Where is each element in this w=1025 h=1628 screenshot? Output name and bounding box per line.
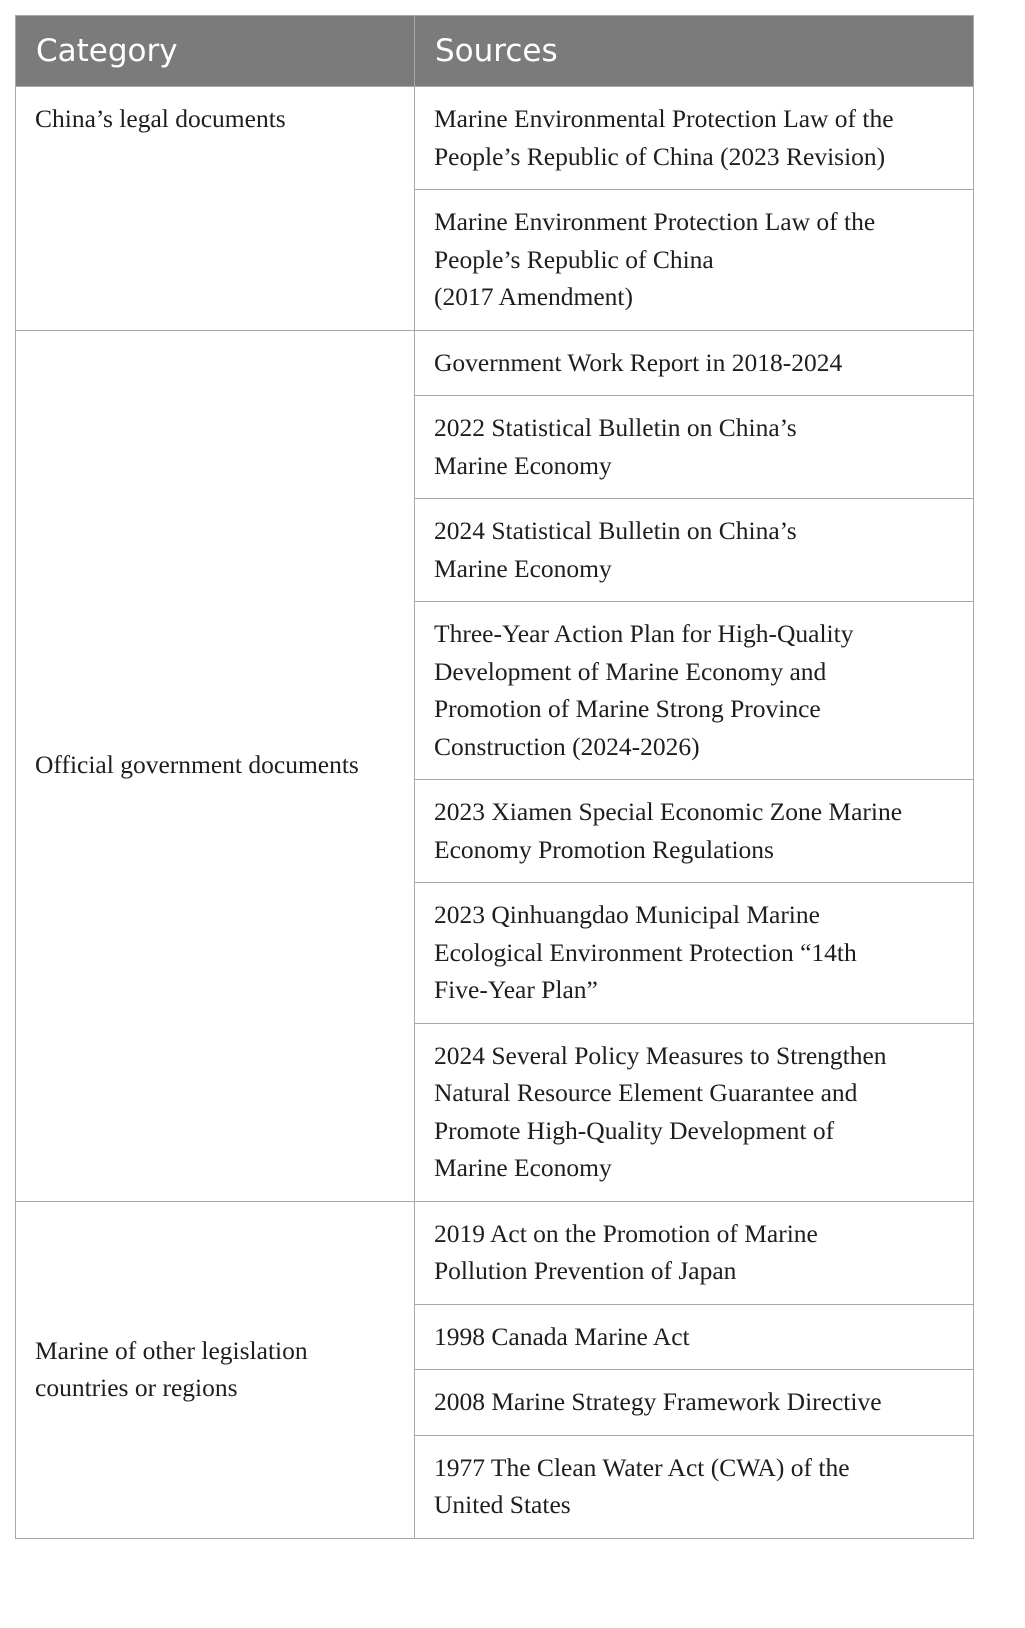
header-row — [16, 16, 974, 87]
category-label: China’s legal documents — [35, 104, 286, 133]
table-row — [16, 1201, 974, 1304]
column-header-sources: Sources — [415, 16, 974, 87]
source-cell — [415, 1370, 974, 1436]
category-cell-china-legal — [16, 87, 415, 331]
source-line: Development of Marine Economy and — [434, 656, 827, 686]
source-cell — [415, 1304, 974, 1370]
source-line: Ecological Environment Protection “14th — [434, 937, 857, 967]
category-label-line: countries or regions — [35, 1373, 238, 1402]
column-header-category: Category — [16, 16, 415, 87]
source-line: Marine Environmental Protection Law of the — [434, 104, 894, 133]
source-line: Economy Promotion Regulations — [434, 834, 774, 864]
source-line: Marine Environment Protection Law of the — [434, 207, 876, 236]
source-cell — [415, 87, 974, 190]
source-cell — [415, 602, 974, 780]
source-line: Promotion of Marine Strong Province — [434, 694, 821, 723]
source-line: 2019 Act on the Promotion of Marine — [434, 1218, 818, 1248]
source-cell — [415, 1435, 974, 1538]
source-line: Three-Year Action Plan for High-Quality — [434, 619, 854, 648]
sources-table-container — [15, 15, 973, 1539]
source-line: United States — [434, 1490, 571, 1519]
source-cell — [415, 1023, 974, 1201]
source-line: People’s Republic of China — [434, 244, 714, 274]
source-line: People’s Republic of China (2023 Revision) — [434, 141, 886, 171]
source-line: 2024 Statistical Bulletin on China’s — [434, 516, 797, 545]
source-cell — [415, 883, 974, 1024]
source-cell — [415, 1201, 974, 1304]
source-cell — [415, 499, 974, 602]
source-line: Marine Economy — [434, 450, 612, 480]
source-cell — [415, 780, 974, 883]
source-line: 2024 Several Policy Measures to Strengthen — [434, 1040, 887, 1070]
source-cell — [415, 330, 974, 396]
source-line: Pollution Prevention of Japan — [434, 1256, 737, 1285]
category-label-line: Marine of other legislation — [35, 1335, 308, 1365]
source-line: 2022 Statistical Bulletin on China’s — [434, 413, 797, 442]
sources-table — [15, 15, 974, 1539]
source-line: Marine Economy — [434, 1153, 612, 1182]
source-cell — [415, 190, 974, 331]
source-line: Construction (2024-2026) — [434, 731, 700, 761]
source-cell — [415, 396, 974, 499]
table-row — [16, 87, 974, 190]
source-line: (2017 Amendment) — [434, 282, 634, 311]
source-line: 1977 The Clean Water Act (CWA) of the — [434, 1452, 850, 1482]
table-body — [16, 87, 974, 1539]
source-line: Natural Resource Element Guarantee and — [434, 1078, 858, 1107]
table-header — [16, 16, 974, 87]
category-label: Official government documents — [35, 750, 359, 780]
source-line: 2008 Marine Strategy Framework Directive — [434, 1387, 882, 1416]
category-cell-official-government — [16, 330, 415, 1201]
category-cell-other-countries — [16, 1201, 415, 1538]
source-line: Promote High-Quality Development of — [434, 1115, 835, 1145]
source-line: 2023 Xiamen Special Economic Zone Marine — [434, 797, 903, 826]
source-line: 1998 Canada Marine Act — [434, 1321, 690, 1351]
source-line: 2023 Qinhuangdao Municipal Marine — [434, 900, 820, 929]
source-line: Marine Economy — [434, 553, 612, 583]
source-line: Government Work Report in 2018-2024 — [434, 347, 843, 377]
table-row — [16, 330, 974, 396]
source-line: Five-Year Plan” — [434, 975, 598, 1004]
